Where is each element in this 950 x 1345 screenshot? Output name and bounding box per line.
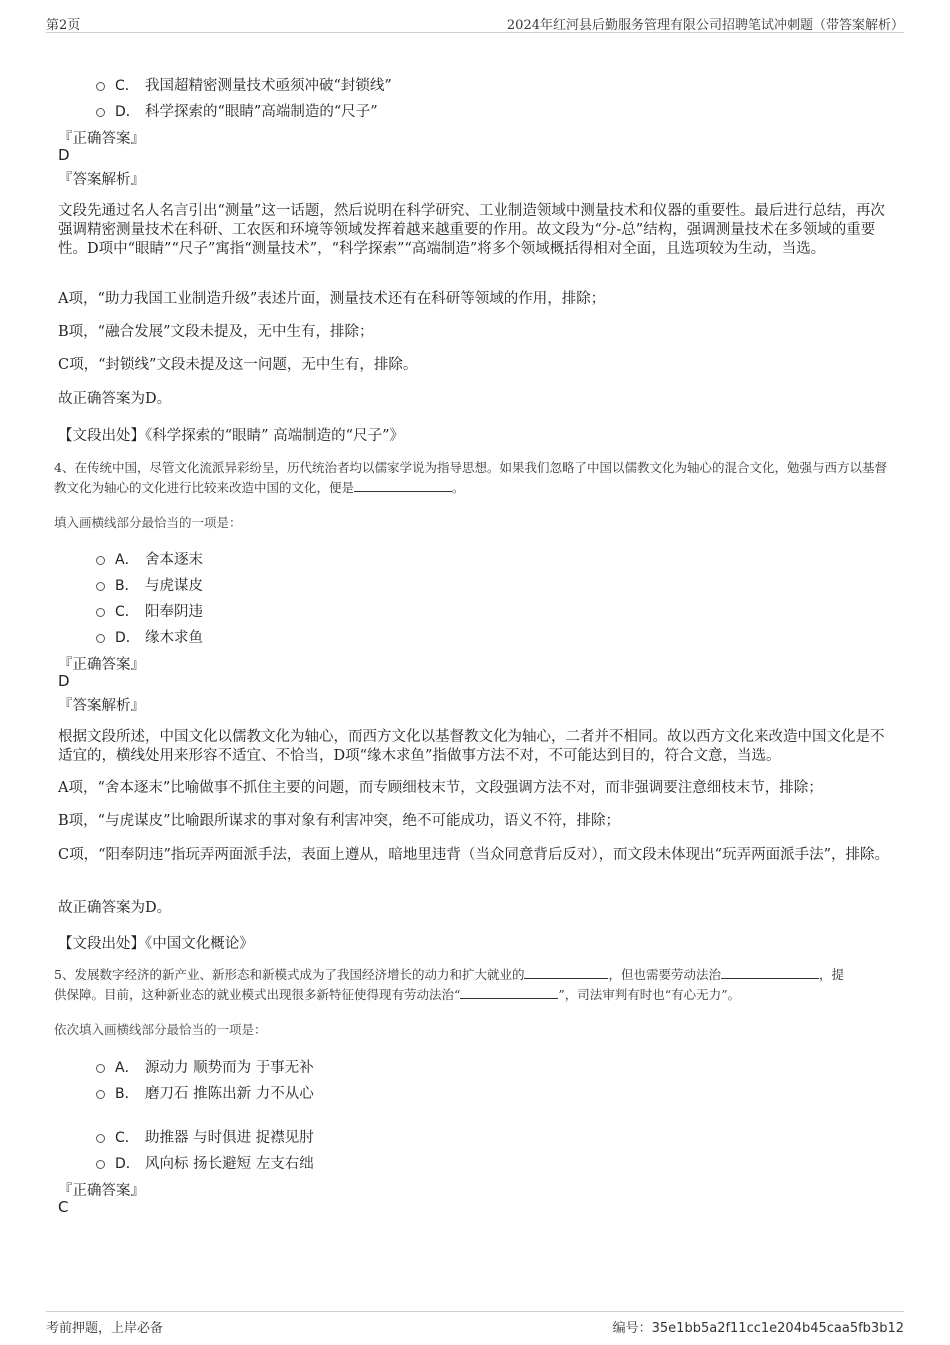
radio-icon[interactable] bbox=[96, 1160, 105, 1169]
radio-icon[interactable] bbox=[96, 1064, 105, 1073]
page-header bbox=[46, 12, 904, 33]
q5-answer-label: 『正确答案』 bbox=[58, 1183, 145, 1199]
answer-blank bbox=[460, 986, 558, 999]
page-number: 第2页 bbox=[46, 18, 81, 33]
q3-analysis-b: B项，“融合发展”文段未提及，无中生有，排除； bbox=[58, 324, 374, 340]
q5-answer: C bbox=[58, 1198, 69, 1216]
q3-analysis-paragraph: 文段先通过名人名言引出“测量”这一话题，然后说明在科学研究、工业制造领域中测量技术和仪器的重要性。最后进行总结，再次强调精密测量技术在科研、工农医和环境等领域发挥着越来越重要的作用。故文段为“分-总”结构，强调测量技术在多领域的重要性。D项中“眼睛”“尺子”寓指“测量技术”，“科学探索”“高端制造”将多个领域概括得相对全面，且选项较为生动，当选。 bbox=[58, 203, 885, 257]
radio-icon[interactable] bbox=[96, 608, 105, 617]
q3-source: 【文段出处】《科学探索的“眼睛” 高端制造的“尺子”》 bbox=[58, 428, 405, 444]
q4-conclusion: 故正确答案为D。 bbox=[58, 900, 172, 916]
answer-blank bbox=[721, 966, 819, 979]
radio-icon[interactable] bbox=[96, 634, 105, 643]
q5-option-a[interactable]: A． 源动力 顺势而为 于事无补 bbox=[96, 1056, 314, 1077]
q5-option-c[interactable]: C． 助推器 与时俱进 捉襟见肘 bbox=[96, 1126, 314, 1147]
q4-analysis-paragraph: 根据文段所述，中国文化以儒教文化为轴心，而西方文化以基督教文化为轴心，二者并不相同。故以西方文化来改造中国文化是不适宜的，横线处用来形容不适宜、不恰当，D项“缘木求鱼”指做事方法不对，不可能达到目的，符合文意，当选。 bbox=[58, 729, 885, 764]
q5-option-b[interactable]: B． 磨刀石 推陈出新 力不从心 bbox=[96, 1082, 314, 1103]
q4-option-c[interactable]: C． 阳奉阴违 bbox=[96, 600, 203, 621]
q4-option-b[interactable]: B． 与虎谋皮 bbox=[96, 574, 203, 595]
q4-instruction: 填入画横线部分最恰当的一项是： bbox=[54, 515, 242, 530]
q4-analysis-a: A项，“舍本逐末”比喻做事不抓住主要的问题，而专顾细枝末节，文段强调方法不对，而非强调要注意细枝末节，排除； bbox=[58, 780, 823, 796]
radio-icon[interactable] bbox=[96, 82, 105, 91]
q3-answer-label: 『正确答案』 bbox=[58, 131, 145, 147]
q4-option-d[interactable]: D． 缘木求鱼 bbox=[96, 626, 203, 647]
q3-option-c[interactable]: C． 我国超精密测量技术亟须冲破“封锁线” bbox=[96, 74, 392, 95]
q4-analysis-label: 『答案解析』 bbox=[58, 698, 145, 714]
radio-icon[interactable] bbox=[96, 1090, 105, 1099]
q3-analysis-label: 『答案解析』 bbox=[58, 172, 145, 188]
q3-conclusion: 故正确答案为D。 bbox=[58, 391, 172, 407]
q4-analysis-b: B项，“与虎谋皮”比喻跟所谋求的事对象有利害冲突，绝不可能成功，语义不符，排除； bbox=[58, 813, 620, 829]
q4-answer: D bbox=[58, 672, 70, 690]
radio-icon[interactable] bbox=[96, 108, 105, 117]
radio-icon[interactable] bbox=[96, 556, 105, 565]
q5-question: 5、发展数字经济的新产业、新形态和新模式成为了我国经济增长的动力和扩大就业的 ，但也需要劳动法治 ，提 供保障。目前，这种新业态的就业模式出现很多新特征使得现有劳动法治“ ”，司法审判有时也“有心无力”。 bbox=[54, 967, 844, 1002]
radio-icon[interactable] bbox=[96, 582, 105, 591]
q4-answer-label: 『正确答案』 bbox=[58, 657, 145, 673]
q3-answer: D bbox=[58, 146, 70, 164]
document-code: 编号：35e1bb5a2f11cc1e204b45caa5fb3b12 bbox=[612, 1321, 904, 1336]
q5-instruction: 依次填入画横线部分最恰当的一项是： bbox=[54, 1022, 267, 1037]
q4-source: 【文段出处】《中国文化概论》 bbox=[58, 936, 254, 952]
q3-option-d[interactable]: D． 科学探索的“眼睛”高端制造的“尺子” bbox=[96, 100, 378, 121]
q3-analysis-c: C项，“封锁线”文段未提及这一问题，无中生有，排除。 bbox=[58, 357, 418, 373]
answer-blank bbox=[524, 966, 608, 979]
q4-question: 4、在传统中国，尽管文化流派异彩纷呈，历代统治者均以儒家学说为指导思想。如果我们忽略了中国以儒教文化为轴心的混合文化，勉强与西方以基督教文化为轴心的文化进行比较来改造中国的文化，便是 。 bbox=[54, 460, 887, 495]
page-footer bbox=[46, 1311, 904, 1336]
radio-icon[interactable] bbox=[96, 1134, 105, 1143]
q4-option-a[interactable]: A． 舍本逐末 bbox=[96, 548, 203, 569]
answer-blank bbox=[354, 479, 452, 492]
footer-slogan: 考前押题，上岸必备 bbox=[46, 1321, 164, 1336]
q5-option-d[interactable]: D． 风向标 扬长避短 左支右绌 bbox=[96, 1152, 314, 1173]
document-title: 2024年红河县后勤服务管理有限公司招聘笔试冲刺题（带答案解析） bbox=[506, 18, 904, 33]
q3-analysis-a: A项，“助力我国工业制造升级”表述片面，测量技术还有在科研等领域的作用，排除； bbox=[58, 291, 606, 307]
q4-analysis-c: C项，“阳奉阴违”指玩弄两面派手法，表面上遵从，暗地里违背（当众同意背后反对），而文段未体现出“玩弄两面派手法”，排除。 bbox=[58, 847, 889, 863]
